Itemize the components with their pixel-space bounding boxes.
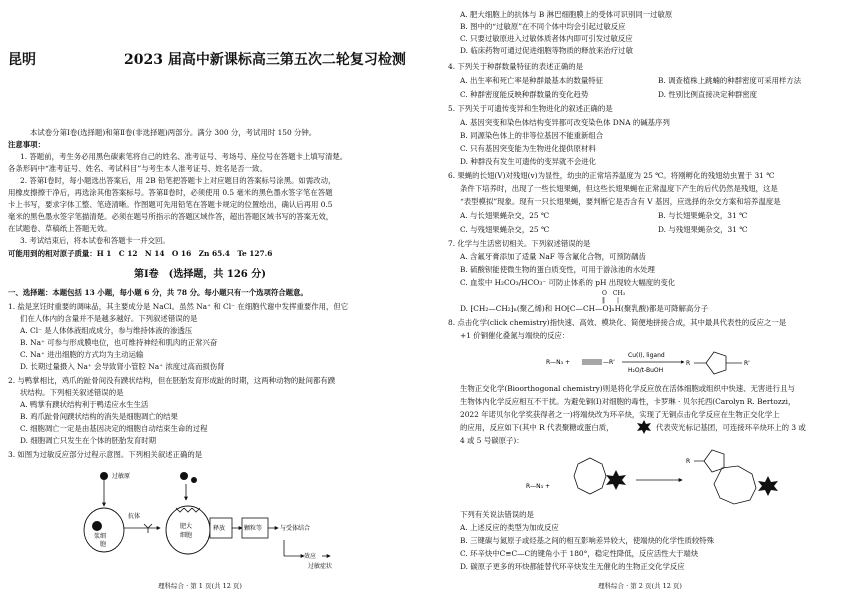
product-triazole bbox=[704, 450, 724, 472]
part1-instructions: 一、选择题：本题包括 13 小题，每小题 6 分，共 78 分。每小题只有一个选项符合题意。 bbox=[8, 288, 308, 297]
q3-option-a: A. 肥大细胞上的抗体与 B 淋巴细胞膜上的受体可识别同一过敏原 bbox=[460, 10, 673, 19]
q5-option-b: B. 同源染色体上的非等位基因不能重新组合 bbox=[460, 131, 604, 140]
label-mast-cell-1: 肥大 bbox=[180, 523, 193, 530]
atomic-masses: 可能用到的相对原子质量：H 1 C 12 N 14 O 16 Zn 65.4 Te 127.6 bbox=[8, 249, 273, 258]
scheme1-catalyst: Cu(Ⅰ), ligand bbox=[628, 352, 665, 359]
q1-option-b: B. Na⁺ 可参与形成膜电位，也可维持神经和肌肉的正常兴奋 bbox=[20, 338, 218, 347]
q5-option-d: D. 种群没有发生可遗传的变异就不会进化 bbox=[460, 157, 597, 166]
q6-option-c: C. 与残翅果蝇杂交，25 ℃ bbox=[460, 225, 550, 234]
allergy-diagram bbox=[64, 462, 354, 572]
q1-option-d: D. 长期过量摄入 Na⁺ 会导致肾小管腔 Na⁺ 浓度过高而损伤肾 bbox=[20, 362, 225, 371]
exam-city: 昆明 bbox=[8, 52, 36, 68]
q2-option-a: A. 鸭掌有蹼状结构利于鸭适应水生生活 bbox=[20, 400, 149, 409]
scheme1-alkyne-r: —R' bbox=[603, 359, 615, 366]
label-mast-cell-2: 细胞 bbox=[180, 532, 193, 539]
label-release: 释放 bbox=[213, 525, 226, 532]
q1-stem-cont: 们在人体内的含量并不是越多越好。下列叙述错误的是 bbox=[20, 314, 198, 323]
q6-stem-cont2: “表型模拟”现象。现有一只长翅果蝇，要判断它是否含有 V 基因，应选择的杂交方案和培养温度是 bbox=[460, 197, 781, 206]
q5-option-a: A. 基因突变和染色体结构变异都可改变染色体 DNA 的碱基序列 bbox=[460, 118, 670, 127]
notice-2d: 毫米的黑色墨水签字笔描清楚。必须在题号所指示的答题区域作答，超出答题区域书写的答案无效， bbox=[8, 212, 334, 221]
q2-option-b: B. 鸡爪趾骨间蹼状结构的消失是细胞凋亡的结果 bbox=[20, 412, 178, 421]
q8-option-b: B. 三键碳与氮原子或烃基之间的相互影响差异较大，使端炔的化学性质较特殊 bbox=[460, 536, 715, 545]
q2-option-c: C. 细胞凋亡一定是由基因决定的细胞自动结束生命的过程 bbox=[20, 424, 208, 433]
q2-stem-cont: 状结构。下列相关叙述错误的是 bbox=[20, 388, 124, 397]
q6-option-a: A. 与长翅果蝇杂交，25 ℃ bbox=[460, 211, 550, 220]
exam-title: 2023 届高中新课标高三第五次二轮复习检测 bbox=[124, 52, 406, 68]
notice-3: 3. 考试结束后，将本试卷和答题卡一并交回。 bbox=[20, 236, 170, 245]
fluorescent-group-icon bbox=[606, 470, 626, 490]
label-granules: 颗粒等 bbox=[244, 525, 263, 532]
q4-option-d: D. 性别比例直接决定种群密度 bbox=[658, 90, 758, 99]
mast-cell bbox=[166, 506, 210, 554]
scheme1-product-r: R bbox=[686, 360, 691, 367]
notice-2a: 2. 答第Ⅰ卷时，每小题选出答案后，用 2B 铅笔把答题卡上对应题目的答案标号涂黑。如需改动， bbox=[20, 176, 336, 185]
q3-option-b: B. 图中的“过敏原”在不同个体中均会引起过敏反应 bbox=[460, 22, 626, 31]
q7-option-c: C. 血浆中 H₂CO₃/HCO₃⁻ 可防止体系的 pH 出现较大幅度的变化 bbox=[460, 278, 676, 287]
label-bind-receptor: 与受体结合 bbox=[280, 525, 311, 532]
q6-option-d: D. 与残翅果蝇杂交，31 ℃ bbox=[658, 225, 748, 234]
scheme1-azide: R—N₃ + bbox=[546, 359, 570, 366]
notice-2b: 用橡皮擦擦干净后，再选涂其他答案标号。答第Ⅱ卷时，必须使用 0.5 毫米的黑色墨水签字笔在答题 bbox=[8, 188, 333, 197]
label-allergen: 过敏原 bbox=[112, 473, 131, 480]
q1-option-c: C. Na⁺ 进出细胞的方式均为主动运输 bbox=[20, 350, 144, 359]
q4-option-b: B. 调查植株上跳蝻的种群密度可采用样方法 bbox=[658, 76, 802, 85]
part1-heading: 第Ⅰ卷 (选择题，共 126 分) bbox=[134, 269, 266, 280]
notice-heading: 注意事项： bbox=[8, 140, 45, 149]
q4-option-c: C. 种群密度能反映种群数量的变化趋势 bbox=[460, 90, 589, 99]
q5-stem: 5. 下列关于可遗传变异和生物进化的叙述正确的是 bbox=[448, 104, 613, 113]
q8-para-2: 生物体内化学反应相互不干扰。为避免铜(Ⅰ)对细胞的毒性，卡罗琳 · 贝尔托西(Carolyn R. Bertozzi， bbox=[460, 397, 796, 406]
scheme2-product-r: R bbox=[686, 458, 691, 465]
q7-option-d: D. ⁅CH₂—CH₂⁆ₙ(聚乙烯)和 HO⁅C—CH—O⁆ₙH(聚乳酸)都是可降解高分子 bbox=[460, 304, 709, 313]
q7-option-a: A. 含氟牙膏添加了适量 NaF 等含氟化合物，可预防龋齿 bbox=[460, 252, 646, 261]
q6-option-b: B. 与长翅果蝇杂交，31 ℃ bbox=[658, 211, 748, 220]
q3-option-c: C. 只要过敏原进入过敏体质者体内即可引发过敏反应 bbox=[460, 34, 633, 43]
scheme1-solvent: H₂O/t-BuOH bbox=[628, 367, 664, 374]
q3-option-d: D. 临床药物可通过促进细胞等物质的释放来治疗过敏 bbox=[460, 46, 633, 55]
q1-option-a: A. Cl⁻ 是人体体液组成成分，参与维持体液的渗透压 bbox=[20, 326, 193, 335]
label-symptom: 过敏症状 bbox=[308, 563, 333, 570]
q8-option-a: A. 上述反应的类型为加成反应 bbox=[460, 523, 559, 532]
q8-option-c: C. 环辛炔中C≡C—C的键角小于 180°，稳定性降低，反应活性大于端炔 bbox=[460, 549, 699, 558]
antibody-icon bbox=[144, 524, 152, 533]
footer-left: 理科综合 · 第 1 页(共 12 页) bbox=[158, 582, 242, 590]
scheme1-product-r-prime: R' bbox=[744, 360, 750, 367]
cyclooctyne-scheme bbox=[506, 440, 806, 506]
q7-option-b: B. 硫酸钡能使微生物的蛋白质变性，可用于游泳池的水处理 bbox=[460, 265, 655, 274]
q8-para-3: 2022 年诺贝尔化学奖获得者之一)将端炔改为环辛炔，实现了无铜点击化学反应在生物正交化学上 bbox=[460, 410, 780, 419]
intro-line: 本试卷分第Ⅰ卷(选择题)和第Ⅱ卷(非选择题)两部分。满分 300 分，考试用时 150 分钟。 bbox=[30, 128, 317, 137]
notice-2c: 卡上书写，要求字体工整、笔迹清晰。作图题可先用铅笔在答题卡规定的位置绘出，确认后再用 0.5 bbox=[8, 200, 333, 209]
notice-2e: 在试题卷、草稿纸上答题无效。 bbox=[8, 224, 112, 233]
triazole-ring bbox=[706, 352, 726, 374]
notice-1a: 1. 答题前，考生务必用黑色碳素笔将自己的姓名、准考证号、考场号、座位号在答题卡上填写清楚。 bbox=[20, 152, 348, 161]
q8-stem-cont: +1 价铜催化叠氮与端炔的反应： bbox=[460, 331, 570, 340]
q5-option-c: C. 只有基因突变能为生物进化提供原材料 bbox=[460, 144, 596, 153]
q8-para-4: 的应用，反应如下(其中 R 代表聚糖或蛋白质， bbox=[460, 423, 614, 432]
q6-stem: 6. 果蝇的长翅(V)对残翅(v)为显性，幼虫的正常培养温度为 25 ℃。将刚孵化的残翅幼虫置于 31 ℃ bbox=[448, 171, 775, 180]
q2-option-d: D. 细胞凋亡只发生在个体的胚胎发育时期 bbox=[20, 436, 157, 445]
q8-para-5: 4 或 5 号碳原子)： bbox=[460, 436, 524, 445]
q8-para-4b: 代表荧光标记基团，可连接环辛炔环上的 3 或 bbox=[656, 423, 806, 432]
left-page bbox=[0, 0, 418, 611]
right-page bbox=[446, 0, 856, 611]
q4-stem: 4. 下列关于种群数量特征的表述正确的是 bbox=[448, 62, 584, 71]
q7-d-formula-mid: ‖ | bbox=[602, 297, 620, 304]
notice-1b: 各条形码中“准考证号、姓名、考试科目”与考生本人准考证号、姓名是否一致。 bbox=[8, 164, 267, 173]
label-plasma-cell-1: 浆细 bbox=[94, 533, 107, 540]
q6-stem-cont1: 条件下培养时，出现了一些长翅果蝇，但这些长翅果蝇在正常温度下产生的后代仍然是残翅，这是 bbox=[460, 184, 778, 193]
q2-stem: 2. 与鸭掌相比，鸡爪的趾骨间没有蹼状结构，但在胚胎发育形成趾的时期，这两种动物的趾间都有蹼 bbox=[8, 376, 336, 385]
q4-option-a: A. 出生率和死亡率是种群最基本的数量特征 bbox=[460, 76, 604, 85]
q8-stem: 8. 点击化学(click chemistry)指快速、高效、模块化、简便地拼接合成，其中最具代表性的反应之一是 bbox=[448, 318, 787, 327]
q8-question: 下列有关说法错误的是 bbox=[460, 510, 534, 519]
q1-stem: 1. 盐是烹饪时重要的调味品，其主要成分是 NaCl。虽然 Na⁺ 和 Cl⁻ 在细胞代谢中发挥重要作用，但它 bbox=[8, 302, 349, 311]
footer-right: 理科综合 · 第 2 页(共 12 页) bbox=[598, 582, 682, 590]
q7-d-formula-top: O CH₃ bbox=[602, 290, 626, 297]
q8-option-d: D. 碳原子更多的环炔都能替代环辛炔发生无催化的生物正交化学反应 bbox=[460, 562, 685, 571]
q7-stem: 7. 化学与生活密切相关。下列叙述错误的是 bbox=[448, 239, 591, 248]
q3-stem: 3. 如图为过敏反应部分过程示意图。下列相关叙述正确的是 bbox=[8, 450, 203, 459]
scheme2-azide: R—N₃ + bbox=[526, 483, 550, 490]
label-antibody: 抗体 bbox=[128, 513, 141, 520]
product-octyne-ring bbox=[714, 466, 756, 504]
fluorescent-label-icon bbox=[636, 420, 652, 434]
label-effect: 效应 bbox=[304, 553, 317, 560]
label-plasma-cell-2: 胞 bbox=[100, 541, 107, 548]
cyclooctyne-ring bbox=[574, 458, 606, 494]
q8-para-1: 生物正交化学(Bioorthogonal chemistry)则是将化学反应放在活体细胞或组织中快速、无害进行且与 bbox=[460, 384, 795, 393]
allergen-dot bbox=[100, 472, 108, 480]
click-reaction-scheme bbox=[546, 342, 786, 382]
